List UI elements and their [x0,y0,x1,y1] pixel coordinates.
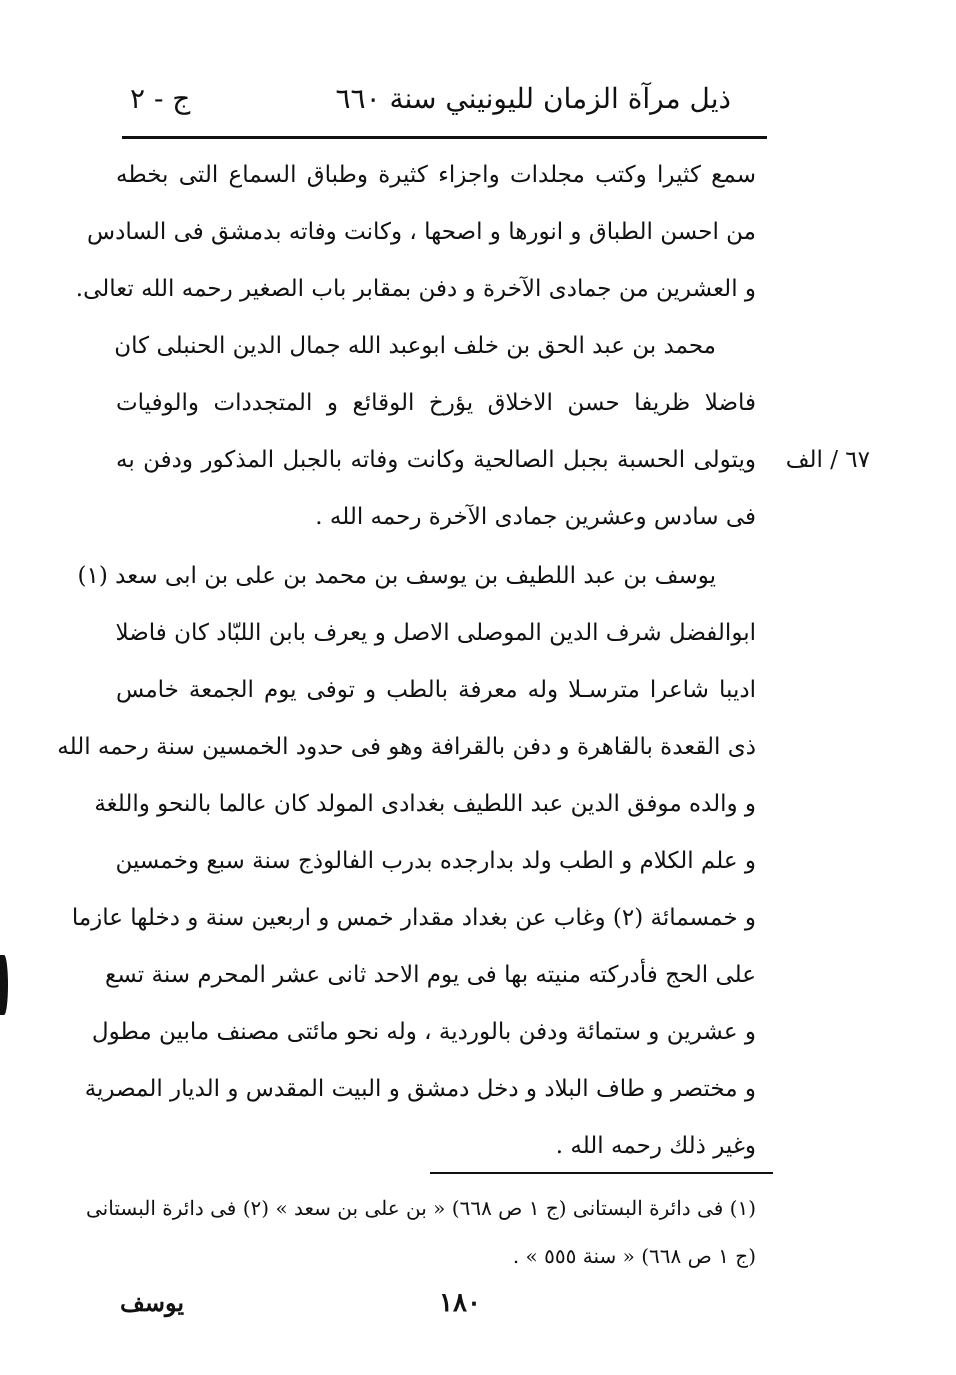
footnote-line: (١) فى دائرة البستانى (ج ١ ص ٦٦٨) « بن على بن سعد » (٢) فى دائرة البستانى [85,1196,756,1220]
body-line: اديبا شاعرا مترسـلا وله معرفة بالطب و توفى يوم الجمعة خامس [116,677,756,703]
page-number: ١٨٠ [439,1288,481,1318]
body-line: يوسف بن عبد اللطيف بن يوسف بن محمد بن على بن ابى سعد (١) [77,563,716,589]
body-line: و عشرين و ستمائة ودفن بالوردية ، وله نحو مائتى مصنف مابين مطول [91,1019,756,1045]
body-line: ابوالفضل شرف الدين الموصلى الاصل و يعرف بابن اللبّاد كان فاضلا [115,620,756,646]
body-line: فى سادس وعشرين جمادى الآخرة رحمه الله . [315,504,756,530]
body-line: و علم الكلام و الطب ولد بدارجده بدرب الفالوذج سنة سبع وخمسين [115,848,756,874]
footnote-rule [430,1172,773,1174]
body-line: و العشرين من جمادى الآخرة و دفن بمقابر باب الصغير رحمه الله تعالى. [75,276,756,302]
header-rule [122,136,767,139]
body-line: على الحج فأدركته منيته بها فى يوم الاحد ثانى عشر المحرم سنة تسع [105,962,756,988]
footnote-line: (ج ١ ص ٦٦٨) « سنة ٥٥٥ » . [512,1244,756,1268]
body-line: و والده موفق الدين عبد اللطيف بغدادى المولد كان عالما بالنحو واللغة [94,791,756,817]
body-line: سمع كثيرا وكتب مجلدات واجزاء كثيرة وطباق السماع التى بخطه [116,162,756,188]
running-header-volume: ج - ٢ [130,82,191,115]
body-line: من احسن الطباق و انورها و اصحها ، وكانت وفاته بدمشق فى السادس [87,219,756,245]
body-line: محمد بن عبد الحق بن خلف ابوعبد الله جمال الدين الحنبلى كان [114,333,716,359]
body-line: فاضلا ظريفا حسن الاخلاق يؤرخ الوقائع و المتجددات والوفيات [116,390,756,416]
scan-edge-mark [0,955,8,1015]
body-line: ويتولى الحسبة بجبل الصالحية وكانت وفاته بالجبل المذكور ودفن به [116,447,756,473]
margin-folio-note: ٦٧ / الف [785,447,870,473]
running-header-title: ذيل مرآة الزمان لليونيني سنة ٦٦٠ [335,82,731,115]
catchword: يوسف [120,1288,185,1317]
body-line: و مختصر و طاف البلاد و دخل دمشق و البيت المقدس و الديار المصرية [84,1076,756,1102]
body-line: و خمسمائة (٢) وغاب عن بغداد مقدار خمس و اربعين سنة و دخلها عازما [71,905,756,931]
body-line: ذى القعدة بالقاهرة و دفن بالقرافة وهو فى حدود الخمسين سنة رحمه الله [57,734,756,760]
body-line: وغير ذلك رحمه الله . [555,1133,756,1159]
